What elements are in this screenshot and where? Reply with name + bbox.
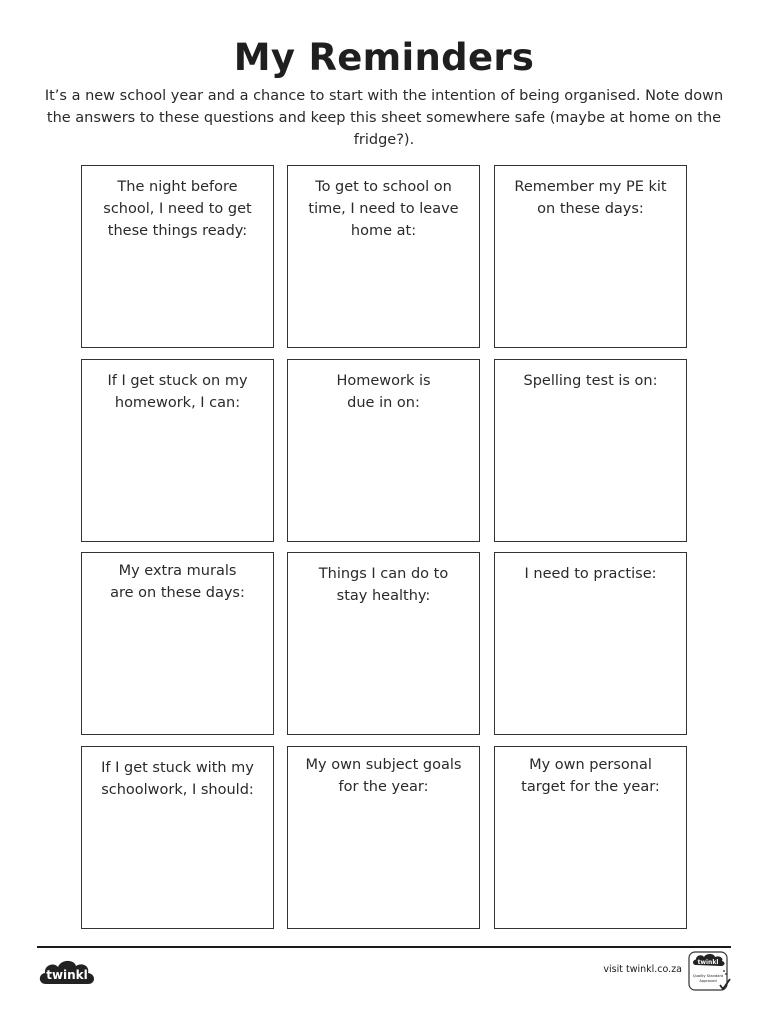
reminder-box[interactable] bbox=[287, 359, 480, 542]
reminder-prompt: Spelling test is on: bbox=[523, 373, 658, 389]
badge-brand: twinkl bbox=[697, 959, 719, 966]
reminder-prompt: Things I can do to stay healthy: bbox=[318, 566, 449, 604]
quality-standard-badge-icon bbox=[688, 951, 732, 993]
footer-divider bbox=[37, 946, 731, 948]
visit-link[interactable]: visit twinkl.co.za bbox=[603, 964, 682, 975]
twinkl-cloud-logo-icon bbox=[36, 954, 100, 990]
reminder-prompt: My own personal target for the year: bbox=[521, 757, 660, 795]
reminder-box[interactable] bbox=[81, 552, 274, 735]
reminder-box[interactable] bbox=[494, 165, 687, 348]
logo-text: twinkl bbox=[46, 968, 88, 982]
reminder-prompt: My own subject goals for the year: bbox=[305, 757, 462, 795]
reminder-box[interactable] bbox=[494, 359, 687, 542]
reminder-prompt: Homework is due in on: bbox=[336, 373, 431, 411]
reminder-box[interactable] bbox=[287, 746, 480, 929]
reminder-prompt: To get to school on time, I need to leave home at: bbox=[308, 179, 459, 239]
reminder-box[interactable] bbox=[81, 165, 274, 348]
reminder-box[interactable] bbox=[494, 552, 687, 735]
reminder-box[interactable] bbox=[287, 165, 480, 348]
reminder-prompt: I need to practise: bbox=[524, 566, 657, 582]
reminder-box[interactable] bbox=[494, 746, 687, 929]
page-title: My Reminders bbox=[233, 36, 535, 79]
reminder-prompt: My extra murals are on these days: bbox=[110, 563, 245, 601]
reminder-prompt: The night before school, I need to get these things ready: bbox=[103, 179, 252, 239]
reminder-box[interactable] bbox=[287, 552, 480, 735]
reminder-box[interactable] bbox=[81, 746, 274, 929]
reminder-prompt: If I get stuck with my schoolwork, I should: bbox=[101, 760, 254, 798]
reminder-prompt: If I get stuck on my homework, I can: bbox=[107, 373, 248, 411]
badge-line-1: Quality Standard bbox=[692, 974, 724, 978]
badge-line-2: Approved bbox=[699, 979, 717, 983]
intro-text: It’s a new school year and a chance to start with the intention of being organised. Note down the answers to these questions and keep this sheet somewhere safe (maybe at home on the fridge?). bbox=[44, 88, 724, 148]
reminder-prompt: Remember my PE kit on these days: bbox=[514, 179, 667, 217]
reminder-box[interactable] bbox=[81, 359, 274, 542]
